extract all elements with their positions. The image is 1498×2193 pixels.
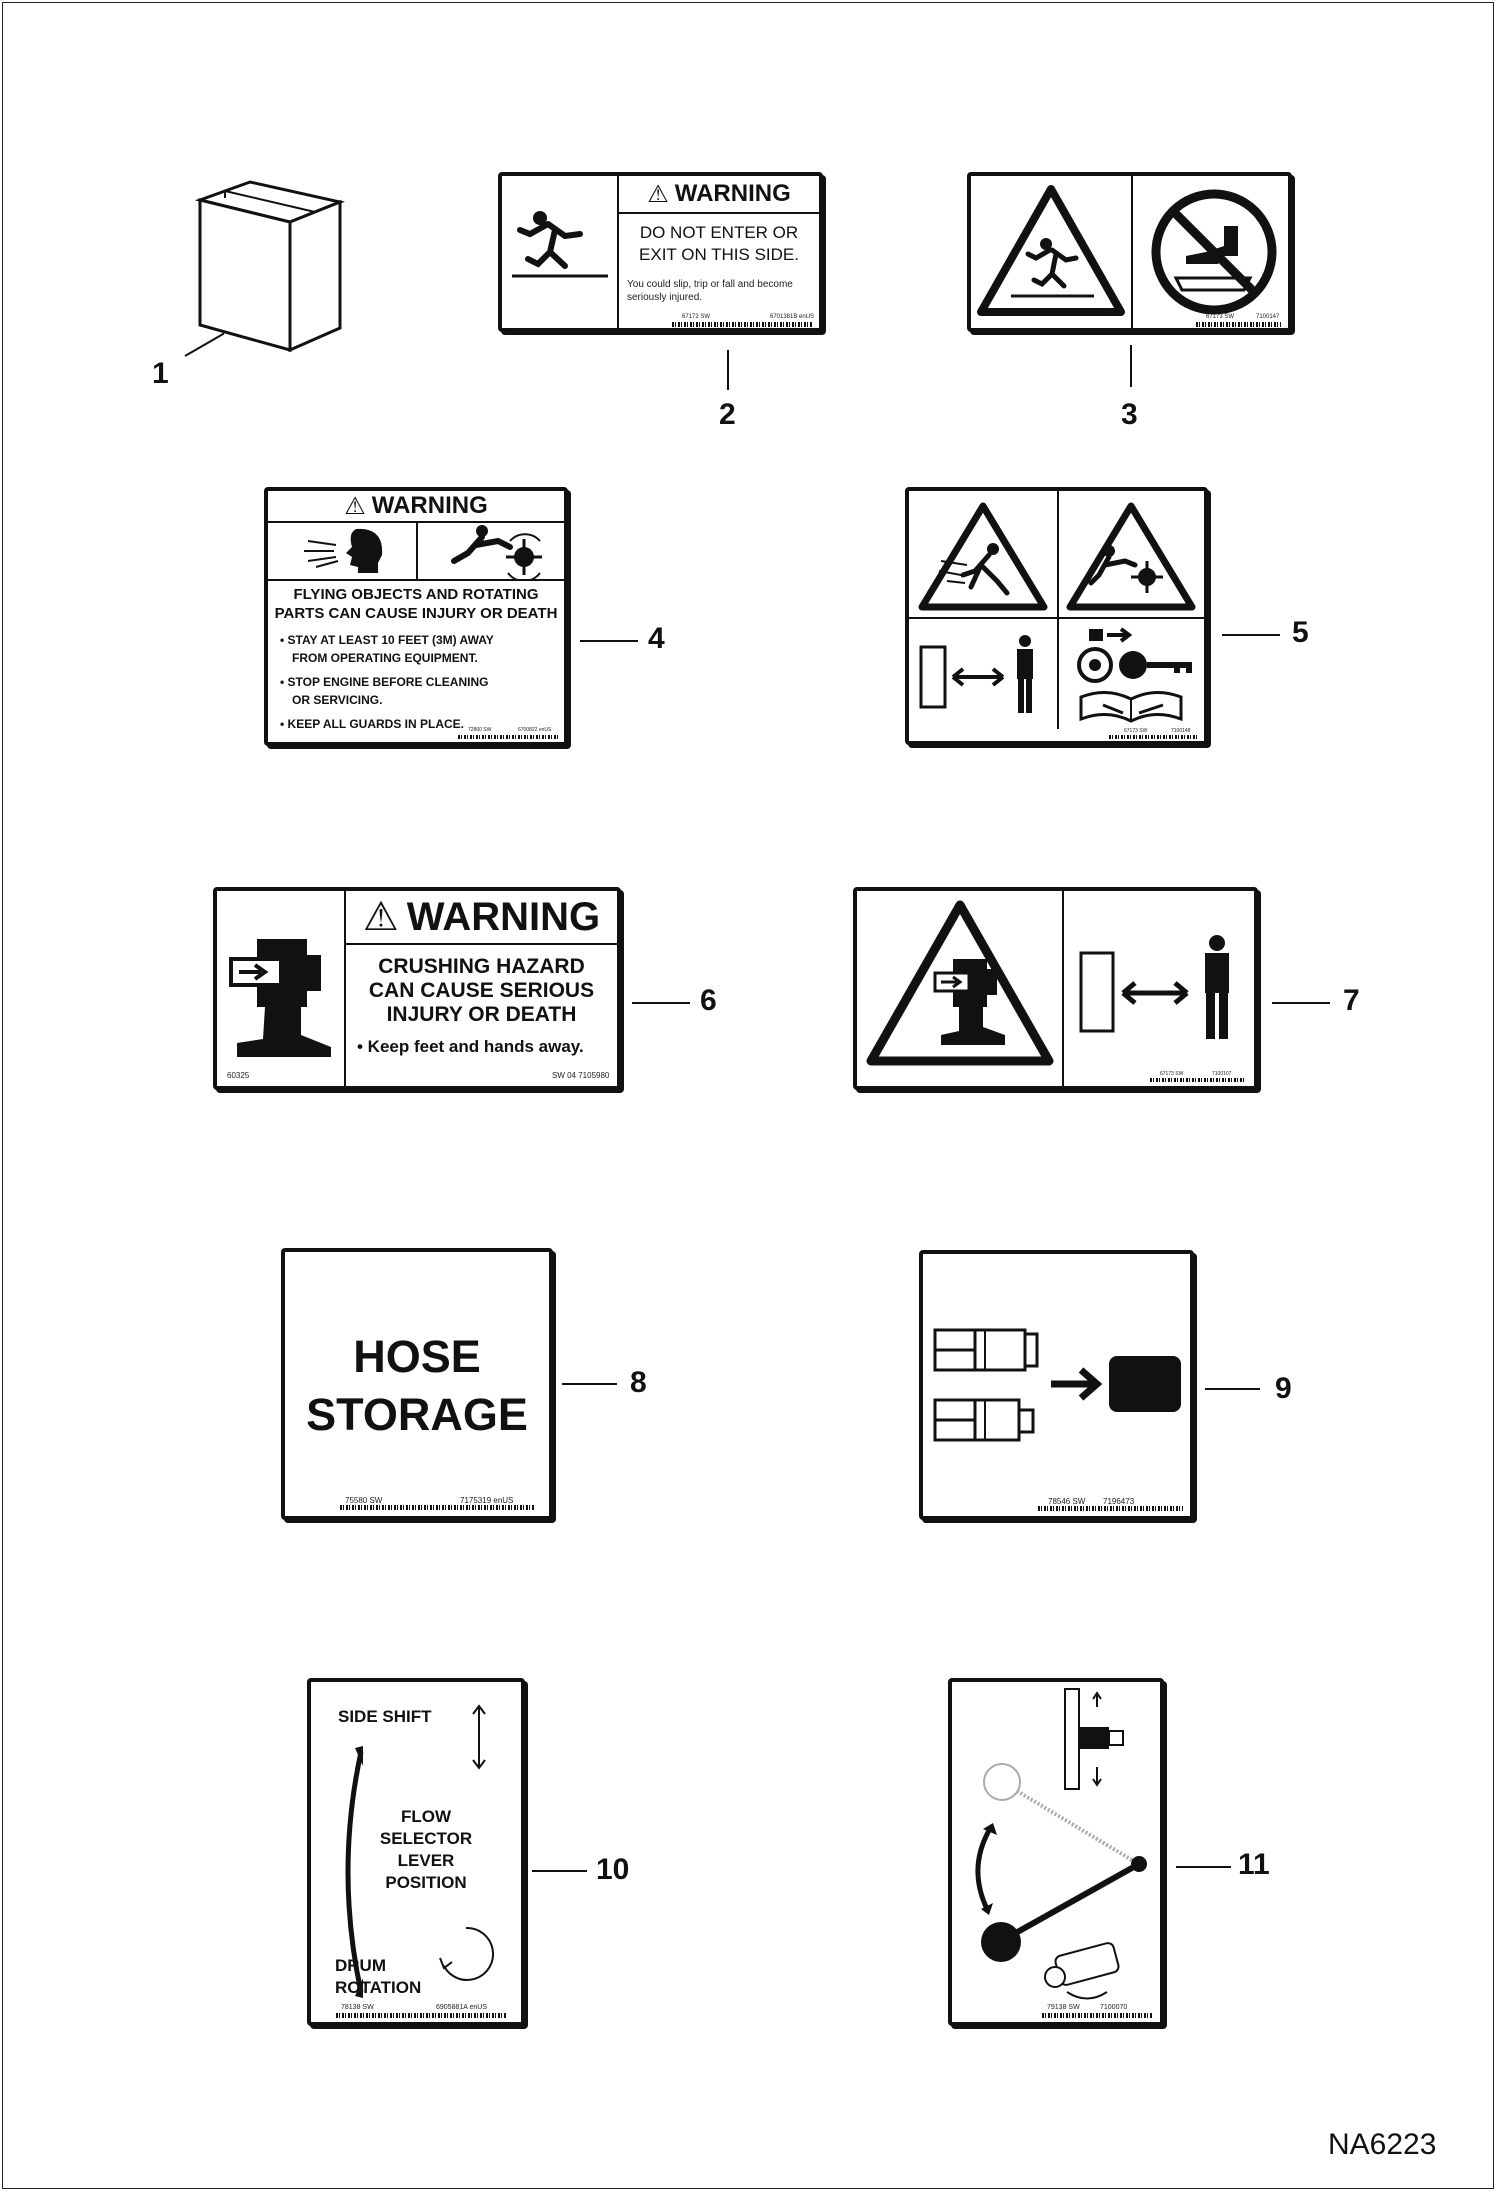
- warning-triangle-icon: ⚠: [362, 895, 399, 939]
- decal-11-lever-position-pictorial: [948, 1678, 1164, 2026]
- decal-6-line1: CRUSHING HAZARD: [378, 955, 585, 978]
- decal-2-header-text: WARNING: [674, 180, 791, 207]
- leader-line-10: [532, 1870, 587, 1872]
- decal-4-bullet3: • KEEP ALL GUARDS IN PLACE.: [280, 717, 465, 731]
- decal-4-icon-rule: [268, 579, 564, 581]
- callout-5: 5: [1292, 616, 1309, 649]
- decal-8-line2: STORAGE: [306, 1389, 528, 1440]
- crushing-boot-icon: [227, 935, 342, 1063]
- flying-debris-triangle-icon: [917, 501, 1049, 613]
- decal-8-hose-storage: [281, 1248, 553, 1520]
- decal-2-line2: EXIT ON THIS SIDE.: [639, 245, 799, 264]
- decal-6-code-left: 60325: [227, 1071, 250, 1080]
- slip-hazard-triangle-icon: [976, 184, 1126, 319]
- decal-9-code-left: 78546 SW: [1048, 1497, 1086, 1506]
- decal-6-crushing-warning: [213, 887, 621, 1090]
- decal-8-barcode: [340, 1505, 535, 1510]
- decal-2-fine1: You could slip, trip or fall and become: [627, 279, 793, 290]
- decal-2-no-entry-warning: [498, 172, 823, 332]
- decal-2-line1: DO NOT ENTER OR: [639, 223, 799, 242]
- decal-9-hose-coupler: [919, 1250, 1194, 1520]
- callout-11: 11: [1238, 1848, 1270, 1881]
- callout-9: 9: [1275, 1372, 1292, 1405]
- decal-3-barcode: [1196, 322, 1281, 327]
- decal-4-header-text: WARNING: [371, 492, 488, 519]
- rotating-parts-triangle-icon: [1065, 501, 1197, 613]
- decal-9-barcode: [1038, 1506, 1183, 1511]
- crushing-triangle-icon: [865, 899, 1055, 1069]
- warning-triangle-icon: ⚠: [647, 180, 669, 208]
- decal-2-header: [619, 176, 819, 212]
- leader-line-4: [580, 640, 638, 642]
- drum-rotation-icon: [436, 1922, 496, 1988]
- decal-2-fine2: seriously injured.: [627, 292, 703, 303]
- flying-debris-head-icon: [298, 523, 398, 579]
- callout-4: 4: [648, 622, 665, 655]
- decal-3-code-left: 67173 SW: [1206, 314, 1235, 320]
- decal-11-barcode: [1042, 2013, 1152, 2018]
- decal-6-header: [346, 891, 617, 943]
- leader-line-2: [727, 350, 729, 390]
- decal-10-code-right: 6905881A enUS: [436, 2004, 487, 2011]
- decal-6-line2: CAN CAUSE SERIOUS: [368, 979, 595, 1002]
- decal-7-barcode: [1150, 1078, 1245, 1082]
- decal-4-bullet1b: FROM OPERATING EQUIPMENT.: [292, 651, 478, 665]
- decal-2-code-right: 6701381B enUS: [770, 314, 815, 320]
- decal-5-hdivider: [909, 617, 1204, 619]
- coupler-icon: [933, 1324, 1183, 1444]
- decal-4-line2: PARTS CAN CAUSE INJURY OR DEATH: [274, 605, 558, 622]
- decal-10-bot1: DRUM: [335, 1956, 386, 1975]
- decal-7-code-left: 67173 SW: [1160, 1071, 1184, 1077]
- callout-6: 6: [700, 984, 717, 1017]
- decal-6-line3: INJURY OR DEATH: [386, 1003, 577, 1026]
- decal-10-mid4: POSITION: [385, 1873, 467, 1892]
- decal-10-mid3: LEVER: [397, 1851, 455, 1870]
- leader-line-6: [632, 1002, 690, 1004]
- decal-5-barcode: [1109, 735, 1199, 739]
- warning-triangle-icon: ⚠: [344, 492, 366, 520]
- keep-distance-icon: [917, 631, 1049, 721]
- decal-6-bullet: • Keep feet and hands away.: [357, 1037, 584, 1056]
- decal-6-header-rule: [346, 943, 617, 945]
- package-box-illustration: [195, 180, 345, 355]
- decal-10-mid1: FLOW: [400, 1807, 452, 1826]
- no-step-icon: [1146, 186, 1286, 321]
- decal-3-divider: [1131, 176, 1133, 328]
- decal-10-barcode: [336, 2013, 506, 2018]
- lever-pictorial-icon: [957, 1687, 1157, 2007]
- decal-5-pictorial-safety: [905, 487, 1208, 745]
- decal-10-mid2: SELECTOR: [379, 1829, 473, 1848]
- decal-3-code-right: 7100147: [1256, 314, 1280, 320]
- decal-4-icon-divider: [416, 521, 418, 579]
- decal-8-line1: HOSE: [353, 1331, 481, 1382]
- decal-2-header-rule: [619, 212, 819, 214]
- decal-10-bot2: ROTATION: [335, 1978, 422, 1997]
- keep-distance-icon: [1077, 931, 1247, 1051]
- decal-5-code-right: 7100148: [1171, 728, 1191, 734]
- document-id: NA6223: [1328, 2128, 1437, 2161]
- leader-line-5: [1222, 634, 1280, 636]
- decal-6-header-text: WARNING: [406, 894, 601, 939]
- decal-4-code-right: 6700822 enUS: [518, 727, 552, 733]
- callout-3: 3: [1121, 398, 1138, 431]
- callout-10: 10: [596, 1853, 630, 1886]
- rotating-parts-icon: [448, 523, 558, 579]
- decal-8-code-left: 75580 SW: [345, 1496, 383, 1505]
- decal-11-code-left: 79138 SW: [1047, 2004, 1080, 2011]
- decal-11-code-right: 7100070: [1100, 2004, 1128, 2011]
- decal-7-code-right: 7100107: [1212, 1071, 1232, 1077]
- leader-line-11: [1176, 1866, 1231, 1868]
- decal-9-code-right: 7196473: [1103, 1497, 1135, 1506]
- decal-4-bullet1a: • STAY AT LEAST 10 FEET (3M) AWAY: [280, 633, 494, 647]
- decal-4-bullet2b: OR SERVICING.: [292, 693, 383, 707]
- decal-5-vdivider: [1057, 491, 1059, 729]
- leader-line-9: [1205, 1388, 1260, 1390]
- decal-4-code-left: 72860 SW: [468, 727, 492, 733]
- callout-8: 8: [630, 1366, 647, 1399]
- decal-4-line1: FLYING OBJECTS AND ROTATING: [293, 586, 539, 603]
- callout-7: 7: [1343, 984, 1360, 1017]
- decal-10-code-left: 78138 SW: [341, 2004, 374, 2011]
- decal-4-flying-objects-warning: [264, 487, 568, 746]
- decal-8-code-right: 7175319 enUS: [460, 1496, 514, 1505]
- callout-2: 2: [719, 398, 736, 431]
- decal-4-barcode: [458, 735, 558, 739]
- decal-7-divider: [1062, 891, 1064, 1086]
- leader-line-3: [1130, 345, 1132, 387]
- decal-4-header: [268, 491, 564, 521]
- decal-6-code-right: SW 04 7105980: [552, 1071, 610, 1080]
- decal-4-bullet2a: • STOP ENGINE BEFORE CLEANING: [280, 675, 489, 689]
- decal-10-top: SIDE SHIFT: [338, 1707, 432, 1726]
- decal-3-slip-no-foot: [967, 172, 1292, 332]
- decal-10-flow-selector: [307, 1678, 525, 2026]
- decal-5-code-left: 67173 SW: [1124, 728, 1148, 734]
- slip-fall-icon: [510, 204, 610, 284]
- side-shift-arrow-icon: [469, 1702, 489, 1772]
- decal-7-crushing-distance: [853, 887, 1258, 1090]
- decal-2-barcode: [672, 322, 812, 327]
- remove-key-manual-icon: [1067, 625, 1199, 725]
- decal-2-code-left: 67172 SW: [682, 314, 711, 320]
- leader-line-8: [562, 1383, 617, 1385]
- callout-1: 1: [152, 357, 169, 390]
- leader-line-7: [1272, 1002, 1330, 1004]
